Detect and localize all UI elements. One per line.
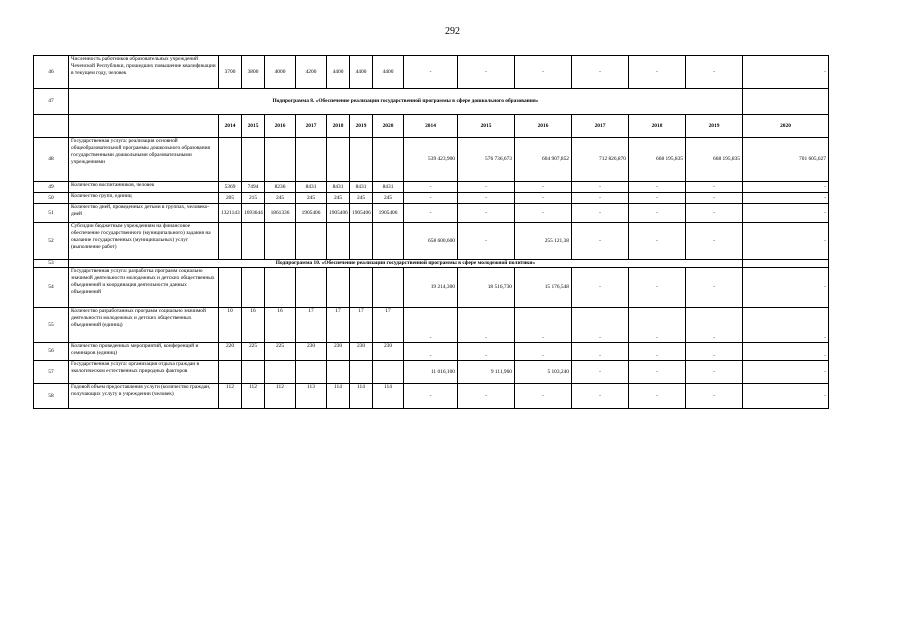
empty-cell: [69, 115, 219, 138]
empty-cell: [296, 361, 327, 384]
funding-value: 18 516,730: [458, 268, 515, 308]
funding-value: -: [404, 193, 458, 204]
funding-value: -: [458, 204, 515, 223]
empty-cell: [265, 223, 296, 260]
indicator-value: 4000: [265, 56, 296, 89]
funding-value: -: [458, 182, 515, 193]
indicator-name: Количество воспитанников, человек: [69, 182, 219, 193]
empty-cell: [373, 138, 404, 182]
funding-value: 255 121,38: [515, 223, 572, 260]
indicator-value: 4400: [350, 56, 373, 89]
funding-value: -: [458, 56, 515, 89]
indicator-value: 17: [327, 308, 350, 343]
funding-value: -: [515, 193, 572, 204]
funding-value: -: [404, 308, 458, 343]
empty-cell: [350, 268, 373, 308]
funding-value: -: [572, 193, 629, 204]
indicator-name: Численность работников образовательных учреждений Чеченской Республики, прошедших повышение квалификации в текущем году, человек: [69, 56, 219, 89]
row-number: 50: [34, 193, 69, 204]
funding-value: -: [743, 384, 829, 409]
row-number: 58: [34, 384, 69, 409]
indicator-value: 10: [219, 308, 242, 343]
indicator-value: 1905406: [327, 204, 350, 223]
indicator-name: Количество дней, проведенных детьми в группах, человеко-дней: [69, 204, 219, 223]
funding-value: -: [629, 343, 686, 361]
empty-cell: [265, 361, 296, 384]
funding-value: -: [404, 56, 458, 89]
indicator-name: Государственная услуга: организация отдыха граждан в экологическом естественных природных факторов: [69, 361, 219, 384]
indicator-value: 1693644: [242, 204, 265, 223]
indicator-value: 215: [242, 193, 265, 204]
indicator-value: 3800: [242, 56, 265, 89]
funding-value: -: [404, 343, 458, 361]
funding-value: -: [686, 56, 743, 89]
funding-value: -: [404, 384, 458, 409]
funding-value: -: [404, 182, 458, 193]
indicator-value: 113: [296, 384, 327, 409]
funding-value: -: [743, 268, 829, 308]
funding-value: -: [629, 204, 686, 223]
funding-value: -: [458, 193, 515, 204]
funding-value: -: [686, 268, 743, 308]
indicator-value: 1321143: [219, 204, 242, 223]
indicator-value: 112: [242, 384, 265, 409]
table-row: [34, 89, 829, 115]
indicator-name: Годовой объем предоставления услуги (количество граждан, получающих услугу в учреждении (человек): [69, 384, 219, 409]
table-row: [34, 138, 829, 182]
row-number: 57: [34, 361, 69, 384]
indicator-value: 8236: [265, 182, 296, 193]
table-row: [34, 182, 829, 193]
row-number: 48: [34, 138, 69, 182]
empty-cell: [296, 138, 327, 182]
indicator-value: 4400: [373, 56, 404, 89]
funding-value: 658 600,600: [404, 223, 458, 260]
indicator-name: Субсидии бюджетным учреждениям на финансовое обеспечение государственного (муниципального) задания на оказание государственных (муниципальных) услуг (выполнение работ): [69, 223, 219, 260]
funding-value: -: [629, 223, 686, 260]
funding-value: 19 214,300: [404, 268, 458, 308]
funding-value: 9 111,960: [458, 361, 515, 384]
indicator-value: 220: [219, 343, 242, 361]
empty-cell: [219, 361, 242, 384]
indicator-value: 230: [350, 343, 373, 361]
empty-cell: [373, 223, 404, 260]
indicator-value: 16: [265, 308, 296, 343]
funding-value: 15 176,548: [515, 268, 572, 308]
indicator-value: 112: [219, 384, 242, 409]
funding-value: 11 016,100: [404, 361, 458, 384]
funding-value: -: [629, 56, 686, 89]
empty-cell: [327, 268, 350, 308]
empty-cell: [350, 361, 373, 384]
table-row: [34, 204, 829, 223]
indicator-name: Государственная услуга: реализация основной общеобразовательной программы дошкольного образования государственными дошкольными образовательными учреждениями: [69, 138, 219, 182]
funding-value: 539 423,900: [404, 138, 458, 182]
funding-value: -: [743, 308, 829, 343]
year-header: 2018: [327, 115, 350, 138]
row-number: 49: [34, 182, 69, 193]
funding-value: 576 736,673: [458, 138, 515, 182]
empty-cell: [265, 268, 296, 308]
indicator-value: 205: [219, 193, 242, 204]
funding-value: -: [572, 308, 629, 343]
funding-value: -: [629, 361, 686, 384]
indicator-value: 7494: [242, 182, 265, 193]
indicator-value: 245: [350, 193, 373, 204]
year-header: 2019: [350, 115, 373, 138]
row-number: 53: [34, 260, 69, 268]
empty-cell: [242, 223, 265, 260]
empty-cell: [296, 268, 327, 308]
indicator-value: 114: [373, 384, 404, 409]
indicator-value: 114: [327, 384, 350, 409]
funding-value: -: [743, 56, 829, 89]
table-row: [34, 343, 829, 361]
funding-value: -: [629, 384, 686, 409]
funding-value: 604 907,852: [515, 138, 572, 182]
indicator-value: 8431: [296, 182, 327, 193]
row-number: 51: [34, 204, 69, 223]
empty-cell: [327, 361, 350, 384]
subprogram-title: Подпрограмма 10. «Обеспечение реализации государственной программы в сфере молодежной политики»: [69, 260, 743, 268]
row-number: 55: [34, 308, 69, 343]
year-header: 2015: [458, 115, 515, 138]
year-header-row: [34, 115, 829, 138]
indicator-value: 4400: [327, 56, 350, 89]
empty-cell: [327, 138, 350, 182]
funding-value: 712 826,870: [572, 138, 629, 182]
funding-value: -: [572, 182, 629, 193]
indicator-value: 17: [373, 308, 404, 343]
funding-value: 668 195,835: [686, 138, 743, 182]
empty-cell: [219, 138, 242, 182]
indicator-value: 8431: [373, 182, 404, 193]
indicator-value: 225: [265, 343, 296, 361]
indicator-value: 245: [327, 193, 350, 204]
table-row: [34, 308, 829, 343]
empty-cell: [242, 268, 265, 308]
table-row: [34, 223, 829, 260]
indicator-name: Количество разработанных программ социально значимой деятельности молодежных и детских общественных объединений (единиц): [69, 308, 219, 343]
row-number: 47: [34, 89, 69, 115]
year-header: 2018: [629, 115, 686, 138]
funding-value: 5 103,240: [515, 361, 572, 384]
year-header: 2017: [296, 115, 327, 138]
subprogram-title: Подпрограмма 8. «Обеспечение реализации государственной программы в сфере дошкольного образования»: [69, 89, 743, 115]
funding-value: -: [515, 343, 572, 361]
indicator-value: 17: [296, 308, 327, 343]
indicators-table: [33, 55, 829, 409]
funding-value: -: [686, 361, 743, 384]
funding-value: -: [572, 223, 629, 260]
funding-value: -: [458, 343, 515, 361]
indicator-name: Количество групп, единиц: [69, 193, 219, 204]
indicator-value: 8431: [350, 182, 373, 193]
table-row: [34, 193, 829, 204]
funding-value: -: [743, 343, 829, 361]
empty-cell: [743, 89, 829, 115]
table-row: [34, 361, 829, 384]
indicator-value: 225: [242, 343, 265, 361]
year-header: 2020: [743, 115, 829, 138]
year-header: 2016: [515, 115, 572, 138]
funding-value: -: [458, 308, 515, 343]
funding-value: -: [743, 361, 829, 384]
page-number: 292: [445, 26, 460, 37]
year-header: 2017: [572, 115, 629, 138]
row-number: 46: [34, 56, 69, 89]
funding-value: -: [572, 361, 629, 384]
row-number: 54: [34, 268, 69, 308]
year-header: 2019: [686, 115, 743, 138]
indicator-value: 1861336: [265, 204, 296, 223]
table-row: [34, 260, 829, 268]
funding-value: -: [572, 384, 629, 409]
funding-value: -: [686, 223, 743, 260]
empty-cell: [743, 260, 829, 268]
indicator-value: 1905406: [296, 204, 327, 223]
indicator-value: 230: [296, 343, 327, 361]
funding-value: -: [686, 193, 743, 204]
funding-value: -: [743, 182, 829, 193]
indicator-value: 114: [350, 384, 373, 409]
funding-value: -: [743, 223, 829, 260]
funding-value: -: [629, 182, 686, 193]
year-header: 2020: [373, 115, 404, 138]
indicator-value: 1905406: [373, 204, 404, 223]
indicator-name: Государственная услуга: разработка программ социально значимой деятельности молодежных и детских общественных объединений и координация деятельности данных объединений: [69, 268, 219, 308]
funding-value: -: [686, 308, 743, 343]
funding-value: -: [743, 204, 829, 223]
empty-cell: [219, 223, 242, 260]
funding-value: -: [458, 223, 515, 260]
empty-cell: [219, 268, 242, 308]
row-number: 52: [34, 223, 69, 260]
indicator-value: 16: [242, 308, 265, 343]
funding-value: 701 605,627: [743, 138, 829, 182]
indicator-value: 3700: [219, 56, 242, 89]
funding-value: -: [629, 268, 686, 308]
empty-cell: [350, 138, 373, 182]
indicator-value: 245: [265, 193, 296, 204]
indicator-value: 230: [373, 343, 404, 361]
empty-cell: [34, 115, 69, 138]
funding-value: -: [515, 182, 572, 193]
indicator-value: 5369: [219, 182, 242, 193]
year-header: 2015: [242, 115, 265, 138]
table-row: [34, 268, 829, 308]
empty-cell: [373, 268, 404, 308]
table-row: [34, 384, 829, 409]
indicator-value: 1905406: [350, 204, 373, 223]
funding-value: -: [515, 204, 572, 223]
table-row: [34, 56, 829, 89]
funding-value: -: [743, 193, 829, 204]
empty-cell: [296, 223, 327, 260]
row-number: 56: [34, 343, 69, 361]
empty-cell: [265, 138, 296, 182]
funding-value: 668 195,835: [629, 138, 686, 182]
funding-value: -: [629, 193, 686, 204]
funding-value: -: [629, 308, 686, 343]
empty-cell: [350, 223, 373, 260]
indicator-value: 245: [296, 193, 327, 204]
indicator-name: Количество проведенных мероприятий, конференций и семинаров (единиц): [69, 343, 219, 361]
funding-value: -: [572, 204, 629, 223]
year-header: 2016: [265, 115, 296, 138]
indicator-value: 4200: [296, 56, 327, 89]
empty-cell: [242, 138, 265, 182]
funding-value: -: [686, 343, 743, 361]
funding-value: -: [572, 343, 629, 361]
indicator-value: 17: [350, 308, 373, 343]
funding-value: -: [572, 268, 629, 308]
empty-cell: [242, 361, 265, 384]
empty-cell: [327, 223, 350, 260]
indicator-value: 8431: [327, 182, 350, 193]
year-header: 2014: [404, 115, 458, 138]
funding-value: -: [572, 56, 629, 89]
funding-value: -: [686, 182, 743, 193]
indicator-value: 245: [373, 193, 404, 204]
indicator-value: 230: [327, 343, 350, 361]
funding-value: -: [686, 384, 743, 409]
funding-value: -: [458, 384, 515, 409]
indicator-value: 112: [265, 384, 296, 409]
funding-value: -: [686, 204, 743, 223]
empty-cell: [373, 361, 404, 384]
funding-value: -: [404, 204, 458, 223]
funding-value: -: [515, 56, 572, 89]
year-header: 2014: [219, 115, 242, 138]
funding-value: -: [515, 308, 572, 343]
funding-value: -: [515, 384, 572, 409]
